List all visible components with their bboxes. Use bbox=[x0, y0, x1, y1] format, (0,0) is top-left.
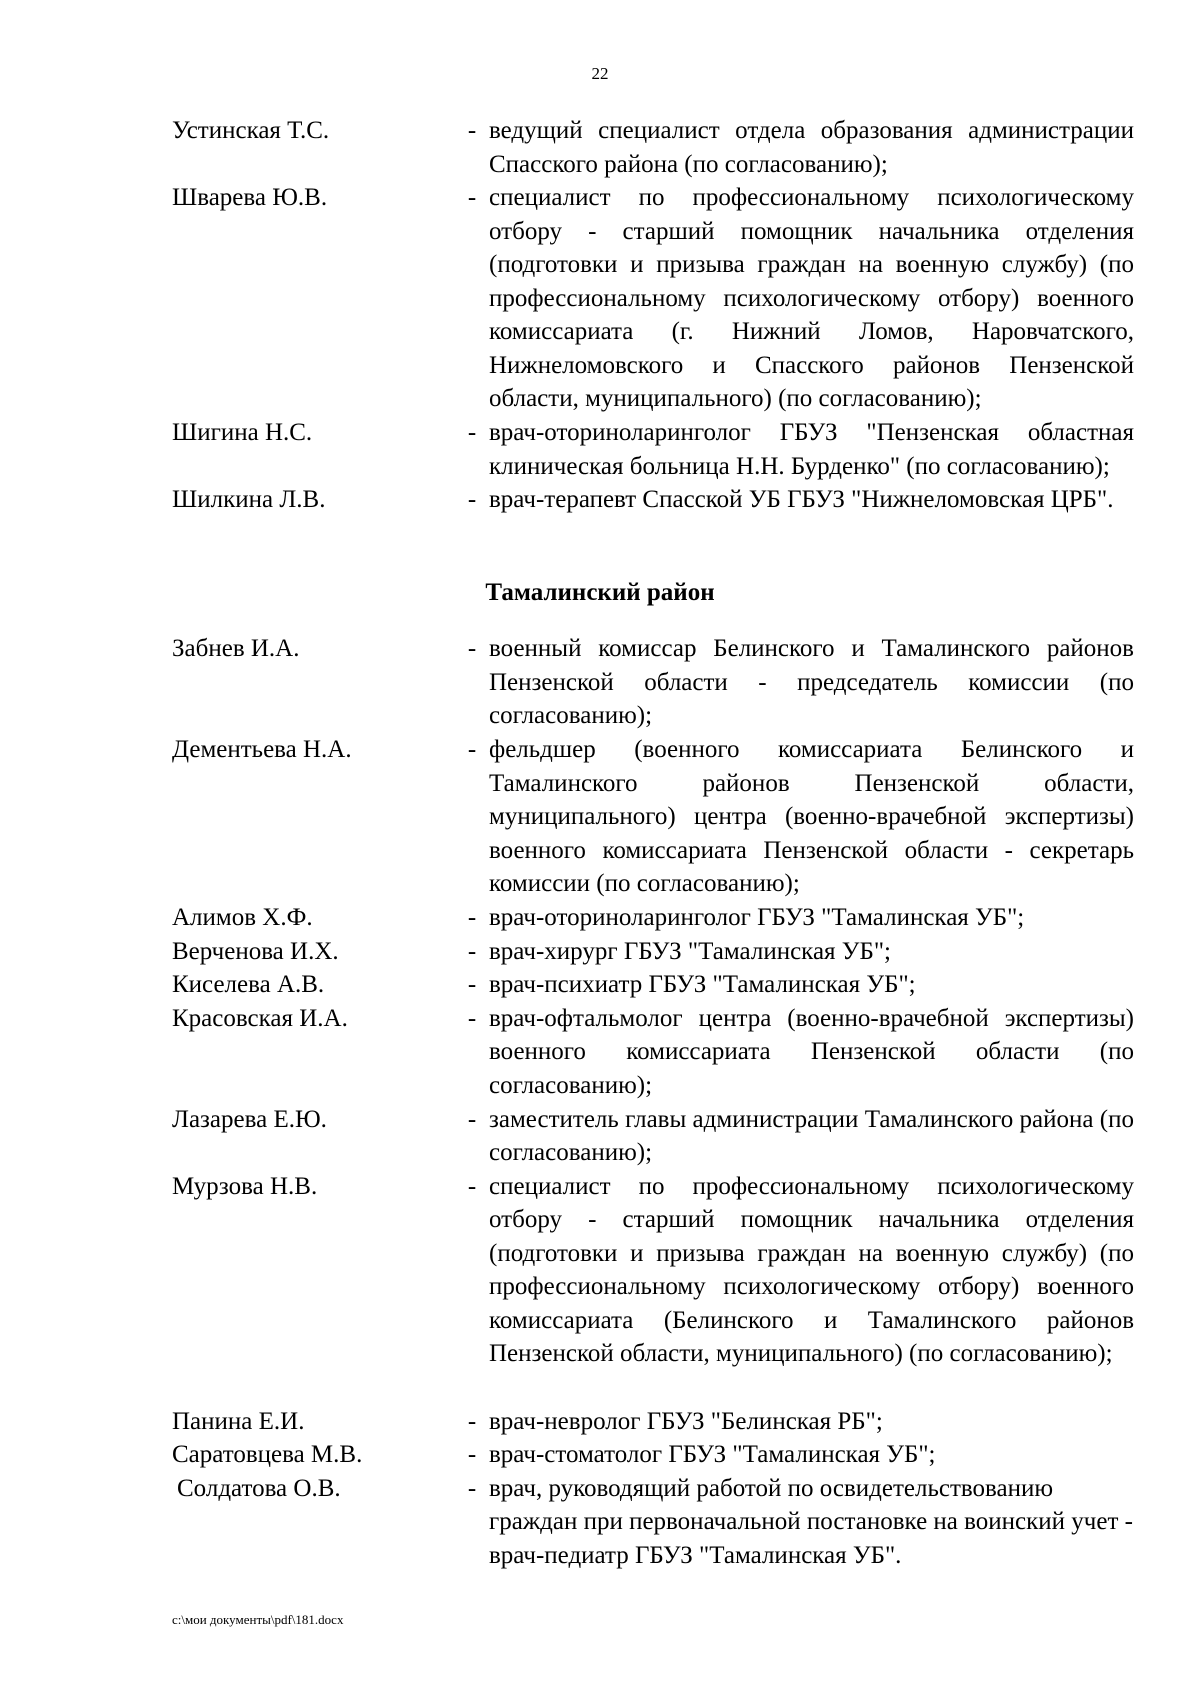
member-row bbox=[172, 1438, 1134, 1472]
member-role: врач-офтальмолог центра (военно-врачебной экспертизы) военного комиссариата Пензенской области (по согласованию); bbox=[489, 1004, 1134, 1099]
member-name: Шигина Н.С. bbox=[172, 419, 313, 446]
member-name: Верченова И.Х. bbox=[172, 937, 339, 965]
separator-dash: - bbox=[467, 117, 477, 144]
separator-dash: - bbox=[467, 635, 477, 662]
separator-dash: - bbox=[467, 1474, 477, 1502]
member-name: Алимов Х.Ф. bbox=[172, 904, 313, 931]
member-role: врач-терапевт Спасской УБ ГБУЗ "Нижнеломовская ЦРБ". bbox=[489, 486, 1114, 513]
page-number: 22 bbox=[591, 64, 609, 83]
member-name: Устинская Т.С. bbox=[172, 117, 330, 144]
member-row bbox=[172, 632, 1134, 733]
separator-dash: - bbox=[467, 486, 477, 513]
member-row bbox=[172, 483, 1134, 550]
member-name: Дементьева Н.А. bbox=[172, 736, 352, 763]
member-name: Киселева А.В. bbox=[172, 971, 325, 998]
separator-dash: - bbox=[467, 184, 477, 211]
member-role: врач-хирург ГБУЗ "Тамалинская УБ"; bbox=[489, 937, 891, 965]
member-name: Саратовцева М.В. bbox=[172, 1441, 363, 1468]
member-role: специалист по профессиональному психологическому отбору - старший помощник начальника отделения (подготовки и призыва граждан на военную службу) (по профессиональному психологическому отбору) военного комиссариата (Белинского и Тамалинского районов Пензенской области, муниципального) (по согласованию); bbox=[489, 1172, 1134, 1367]
member-role: фельдшер (военного комиссариата Белинского и Тамалинского районов Пензенской области, муниципального) центра (военно-врачебной экспертизы) военного комиссариата Пензенской области - секретарь комиссии (по согласованию); bbox=[489, 736, 1134, 897]
member-name: Забнев И.А. bbox=[172, 635, 300, 662]
separator-dash: - bbox=[467, 1105, 477, 1133]
document-path-footer: c:\мои документы\pdf\181.docx bbox=[172, 1612, 344, 1627]
member-name: Солдатова О.В. bbox=[177, 1474, 341, 1502]
member-row bbox=[172, 416, 1134, 483]
separator-dash: - bbox=[467, 937, 477, 965]
member-name: Панина Е.И. bbox=[172, 1407, 305, 1435]
member-row bbox=[172, 181, 1134, 416]
member-role: врач-оториноларинголог ГБУЗ "Тамалинская УБ"; bbox=[489, 904, 1025, 931]
section-heading: Тамалинский район bbox=[485, 579, 715, 606]
separator-dash: - bbox=[467, 1172, 477, 1200]
member-row bbox=[172, 1170, 1134, 1405]
member-name: Лазарева Е.Ю. bbox=[172, 1105, 327, 1133]
separator-dash: - bbox=[467, 1004, 477, 1032]
separator-dash: - bbox=[467, 1441, 477, 1468]
member-row bbox=[172, 1103, 1134, 1170]
member-name: Шилкина Л.В. bbox=[172, 486, 326, 513]
member-name: Мурзова Н.В. bbox=[172, 1172, 318, 1200]
member-row bbox=[172, 901, 1134, 935]
member-role: военный комиссар Белинского и Тамалинского районов Пензенской области - председатель комиссии (по согласованию); bbox=[489, 635, 1134, 729]
separator-dash: - bbox=[467, 736, 477, 763]
separator-dash: - bbox=[467, 1407, 477, 1435]
member-role: врач-стоматолог ГБУЗ "Тамалинская УБ"; bbox=[489, 1441, 936, 1468]
member-list-spassky bbox=[172, 114, 1134, 550]
member-role: врач-психиатр ГБУЗ "Тамалинская УБ"; bbox=[489, 971, 916, 998]
member-role: специалист по профессиональному психологическому отбору - старший помощник начальника отделения (подготовки и призыва граждан на военную службу) (по профессиональному психологическому отбору) военного комиссариата (г. Нижний Ломов, Наровчатского, Нижнеломовского и Спасского районов Пензенской области, муниципального) (по согласованию); bbox=[489, 184, 1134, 412]
member-name: Шварева Ю.В. bbox=[172, 184, 328, 211]
member-role: заместитель главы администрации Тамалинского района (по согласованию); bbox=[489, 1105, 1134, 1166]
member-name: Красовская И.А. bbox=[172, 1004, 348, 1032]
member-row bbox=[172, 733, 1134, 901]
member-role: ведущий специалист отдела образования администрации Спасского района (по согласованию); bbox=[489, 117, 1134, 178]
member-row bbox=[172, 1405, 1134, 1439]
separator-dash: - bbox=[467, 419, 477, 446]
member-list-tamalinsky bbox=[172, 632, 1134, 1573]
member-row bbox=[172, 968, 1134, 1002]
member-row bbox=[172, 1472, 1134, 1573]
member-role: врач-невролог ГБУЗ "Белинская РБ"; bbox=[489, 1407, 883, 1435]
separator-dash: - bbox=[467, 904, 477, 931]
member-row bbox=[172, 1002, 1134, 1103]
member-role: врач, руководящий работой по освидетельствованию граждан при первоначальной постановке на воинский учет - врач-педиатр ГБУЗ "Тамалинская УБ". bbox=[489, 1474, 1133, 1569]
member-role: врач-оториноларинголог ГБУЗ "Пензенская областная клиническая больница Н.Н. Бурденко" (по согласованию); bbox=[489, 419, 1134, 480]
member-row bbox=[172, 935, 1134, 969]
member-row bbox=[172, 114, 1134, 181]
separator-dash: - bbox=[467, 971, 477, 998]
